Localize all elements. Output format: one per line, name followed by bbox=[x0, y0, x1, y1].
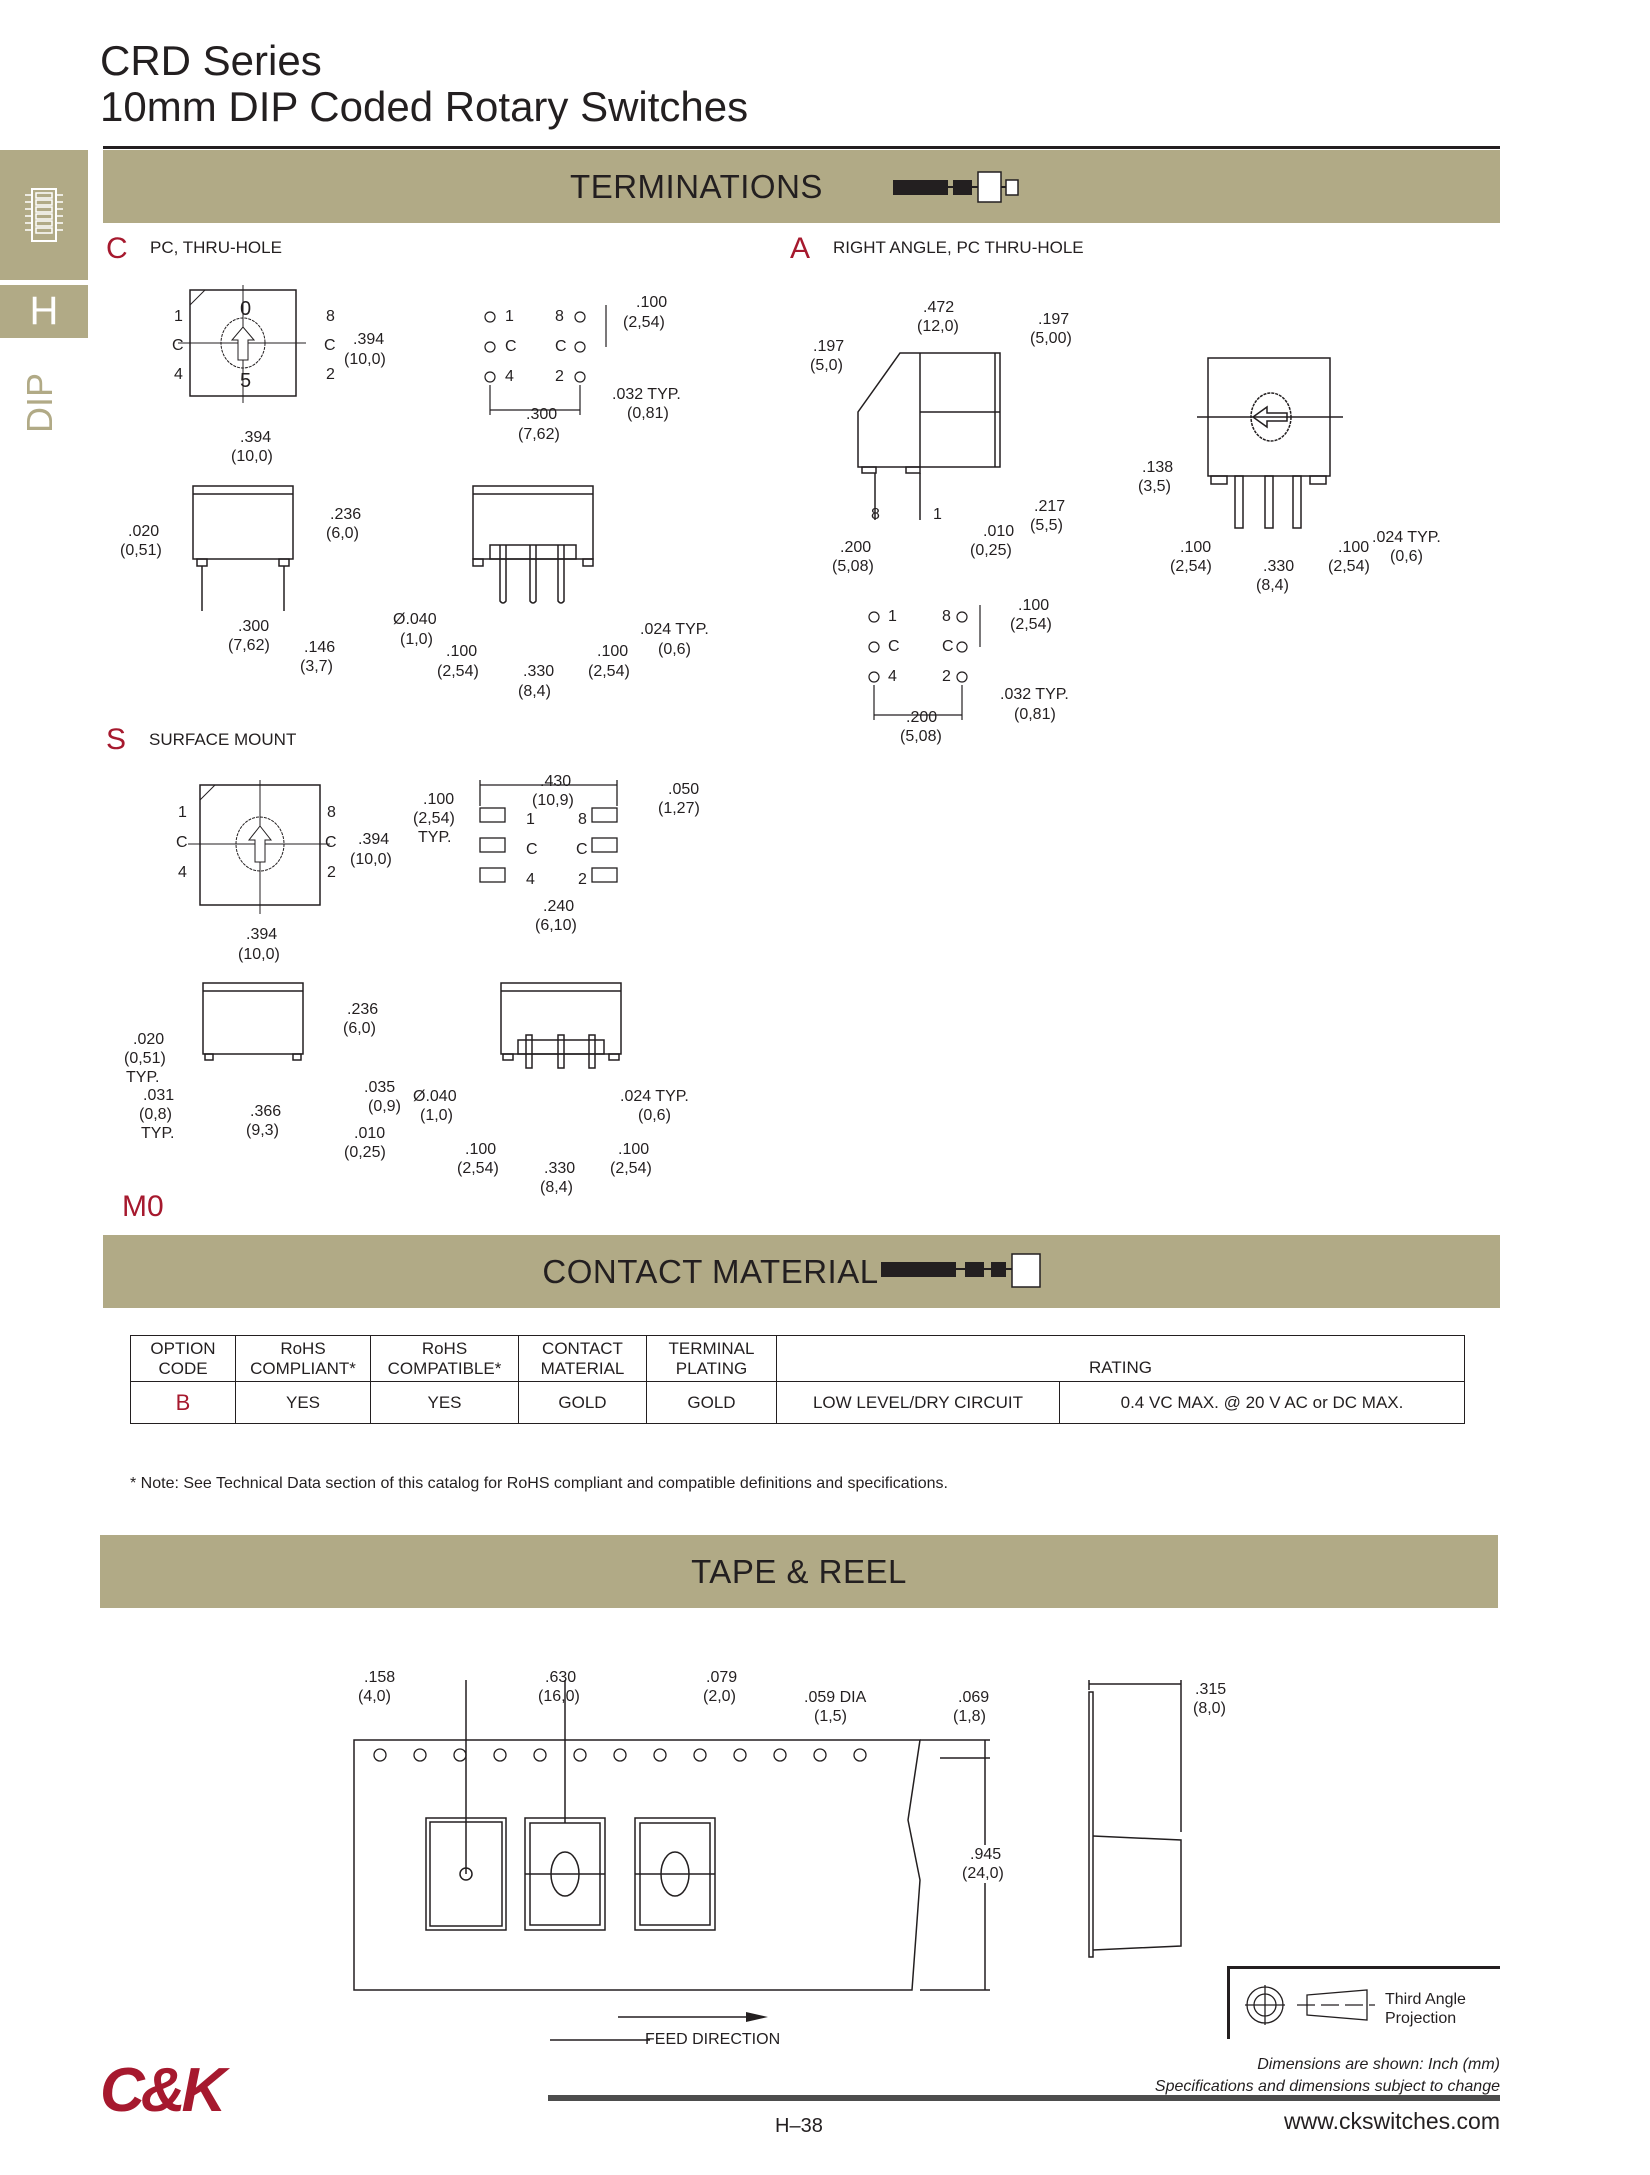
tr-hole-dia-mm: (1,5) bbox=[814, 1708, 847, 1725]
s-side-offset-mm: (0,25) bbox=[344, 1144, 386, 1161]
dial-digit: 0 bbox=[240, 298, 252, 320]
c-pin-label: 4 bbox=[174, 366, 183, 383]
s-front-view-drawing bbox=[498, 980, 628, 1080]
s-side-span-mm: (9,3) bbox=[246, 1122, 279, 1139]
c-fp-hole-in: .032 TYP. bbox=[612, 386, 681, 403]
a-front-width-in: .024 TYP. bbox=[1372, 529, 1441, 546]
s-side-foot-mm: (0,9) bbox=[368, 1098, 401, 1115]
c-pin-label: C bbox=[172, 337, 184, 354]
s-pin-label: C bbox=[325, 834, 337, 851]
c-side-standoff-mm: (0,51) bbox=[120, 542, 162, 559]
s-width-mm: (10,0) bbox=[238, 946, 280, 963]
s-side-lead-mm: (0,8) bbox=[139, 1106, 172, 1123]
col-option-code: OPTION CODE bbox=[131, 1336, 236, 1382]
header-rule bbox=[103, 146, 1500, 149]
feed-direction-arrow-icon bbox=[618, 2010, 778, 2024]
s-side-height-in: .236 bbox=[347, 1001, 379, 1018]
s-fp-pin: 2 bbox=[578, 871, 587, 888]
contact-option-code: M0 bbox=[122, 1190, 164, 1223]
s-height-mm: (10,0) bbox=[350, 851, 392, 868]
s-pin-label: 8 bbox=[327, 804, 336, 821]
a-front-width-mm: (0,6) bbox=[1390, 548, 1423, 565]
tr-hole-dia-in: .059 DIA bbox=[804, 1689, 867, 1706]
a-spacing-mm: (5,08) bbox=[832, 558, 874, 575]
a-front-view-drawing bbox=[1205, 355, 1335, 530]
ordering-code-icon bbox=[881, 1252, 1061, 1292]
c-side-spacing-mm: (7,62) bbox=[228, 637, 270, 654]
a-depth-mm: (12,0) bbox=[917, 318, 959, 335]
a-front-pitchl-mm: (2,54) bbox=[1170, 558, 1212, 575]
tr-depth-mm: (8,0) bbox=[1193, 1700, 1226, 1717]
tr-offset-mm: (2,0) bbox=[703, 1688, 736, 1705]
c-front-overall-in: .330 bbox=[523, 663, 555, 680]
c-side-view-drawing bbox=[190, 483, 330, 623]
s-front-overall-in: .330 bbox=[544, 1160, 576, 1177]
c-pin-label: 1 bbox=[174, 308, 183, 325]
a-top-mm: (5,00) bbox=[1030, 330, 1072, 347]
c-fp-hole-mm: (0,81) bbox=[627, 405, 669, 422]
c-width-in: .394 bbox=[240, 429, 272, 446]
c-fp-pitch-mm: (2,54) bbox=[623, 314, 665, 331]
s-fp-inner-in: .240 bbox=[543, 898, 575, 915]
c-front-pitchl-mm: (2,54) bbox=[437, 663, 479, 680]
s-side-standoff-in: .020 bbox=[133, 1031, 165, 1048]
a-side-view-drawing bbox=[850, 340, 1050, 530]
a-offset-in: .010 bbox=[983, 523, 1015, 540]
c-pin-label: 2 bbox=[326, 366, 335, 383]
s-front-dia-mm: (1,0) bbox=[420, 1107, 453, 1124]
c-pin-label: C bbox=[324, 337, 336, 354]
a-lower-in: .217 bbox=[1034, 498, 1066, 515]
a-chamfer-in: .197 bbox=[813, 338, 845, 355]
page-number: H–38 bbox=[775, 2115, 823, 2137]
cell-option-code: B bbox=[131, 1382, 236, 1424]
c-fp-pin: 2 bbox=[555, 368, 564, 385]
s-side-view-drawing bbox=[200, 980, 320, 1080]
c-pin-label: 8 bbox=[326, 308, 335, 325]
c-front-overall-mm: (8,4) bbox=[518, 683, 551, 700]
col-rohs-compatible: RoHS COMPATIBLE* bbox=[371, 1336, 519, 1382]
c-front-pitchr-mm: (2,54) bbox=[588, 663, 630, 680]
a-fp-pin: 8 bbox=[942, 608, 951, 625]
col-rating: RATING bbox=[777, 1336, 1465, 1382]
a-front-pitchl-in: .100 bbox=[1180, 539, 1212, 556]
c-fp-pin: C bbox=[555, 338, 567, 355]
tape-side-view-drawing bbox=[1085, 1680, 1205, 1980]
a-chamfer-mm: (5,0) bbox=[810, 357, 843, 374]
contact-material-banner bbox=[103, 1235, 1500, 1308]
a-front-overall-mm: (8,4) bbox=[1256, 577, 1289, 594]
cell-rohs-compatible: YES bbox=[371, 1382, 519, 1424]
tr-pocket-pitch-mm: (16,0) bbox=[538, 1688, 580, 1705]
s-side-lead-in: .031 bbox=[143, 1087, 175, 1104]
a-standoff-mm: (3,5) bbox=[1138, 478, 1171, 495]
s-fp-pad-in: .050 bbox=[668, 781, 700, 798]
s-fp-pitch-note: TYP. bbox=[418, 829, 452, 846]
s-fp-overall-in: .430 bbox=[540, 773, 572, 790]
c-side-spacing-in: .300 bbox=[238, 618, 270, 635]
tr-hole-pitch-mm: (4,0) bbox=[358, 1688, 391, 1705]
dial-digit: 5 bbox=[240, 370, 252, 392]
s-top-view-drawing bbox=[180, 780, 340, 920]
cell-terminal-plating: GOLD bbox=[647, 1382, 777, 1424]
s-front-overall-mm: (8,4) bbox=[540, 1179, 573, 1196]
s-side-standoff-mm: (0,51) bbox=[124, 1050, 166, 1067]
c-fp-row-in: .300 bbox=[526, 406, 558, 423]
col-rohs-compliant: RoHS COMPLIANT* bbox=[236, 1336, 371, 1382]
product-title: 10mm DIP Coded Rotary Switches bbox=[100, 83, 749, 130]
a-fp-pitch-in: .100 bbox=[1018, 597, 1050, 614]
logo-text: C&K bbox=[100, 2056, 223, 2125]
c-front-width-in: .024 TYP. bbox=[640, 621, 709, 638]
c-side-height-mm: (6,0) bbox=[326, 525, 359, 542]
s-side-offset-in: .010 bbox=[354, 1125, 386, 1142]
s-height-in: .394 bbox=[358, 831, 390, 848]
s-pin-label: 2 bbox=[327, 864, 336, 881]
a-pin-label: 8 bbox=[871, 506, 880, 523]
c-top-view-drawing bbox=[170, 285, 430, 445]
a-top-in: .197 bbox=[1038, 311, 1070, 328]
s-fp-pitch-mm: (2,54) bbox=[413, 810, 455, 827]
option-label-a: RIGHT ANGLE, PC THRU-HOLE bbox=[833, 238, 1084, 257]
a-front-overall-in: .330 bbox=[1263, 558, 1295, 575]
a-front-pitchr-mm: (2,54) bbox=[1328, 558, 1370, 575]
a-fp-pin: 2 bbox=[942, 668, 951, 685]
rohs-note: * Note: See Technical Data section of this catalog for RoHS compliant and compatible definitions and specifications. bbox=[130, 1475, 948, 1492]
s-side-foot-in: .035 bbox=[364, 1079, 396, 1096]
a-fp-row-mm: (5,08) bbox=[900, 728, 942, 745]
s-side-lead-note: TYP. bbox=[141, 1125, 175, 1142]
s-fp-pin: C bbox=[526, 841, 538, 858]
cell-rohs-compliant: YES bbox=[236, 1382, 371, 1424]
a-depth-in: .472 bbox=[923, 299, 955, 316]
a-footprint-drawing bbox=[862, 605, 992, 725]
a-spacing-in: .200 bbox=[840, 539, 872, 556]
cell-contact-material: GOLD bbox=[519, 1382, 647, 1424]
c-fp-pin: 1 bbox=[505, 308, 514, 325]
option-code-c: C bbox=[106, 232, 128, 265]
tr-edge-in: .069 bbox=[958, 1689, 990, 1706]
a-fp-pin: 1 bbox=[888, 608, 897, 625]
tr-edge-mm: (1,8) bbox=[953, 1708, 986, 1725]
c-side-pinlen-mm: (3,7) bbox=[300, 658, 333, 675]
table-header-row bbox=[131, 1336, 1465, 1382]
s-pin-label: C bbox=[176, 834, 188, 851]
footer-rule bbox=[548, 2095, 1500, 2101]
col-terminal-plating: TERMINAL PLATING bbox=[647, 1336, 777, 1382]
projection-line1: Third Angle bbox=[1385, 1991, 1466, 2008]
c-fp-pitch-in: .100 bbox=[636, 294, 668, 311]
s-side-height-mm: (6,0) bbox=[343, 1020, 376, 1037]
c-height-mm: (10,0) bbox=[344, 351, 386, 368]
change-note: Specifications and dimensions subject to change bbox=[1154, 2078, 1500, 2095]
ck-logo bbox=[100, 2055, 222, 2126]
s-width-in: .394 bbox=[246, 926, 278, 943]
projection-label bbox=[1385, 1990, 1466, 2028]
s-fp-pin: 4 bbox=[526, 871, 535, 888]
website-link[interactable]: www.ckswitches.com bbox=[1284, 2108, 1500, 2134]
dip-switch-icon bbox=[22, 187, 66, 243]
cell-rating-type: LOW LEVEL/DRY CIRCUIT bbox=[777, 1382, 1060, 1424]
c-front-pitchl-in: .100 bbox=[446, 643, 478, 660]
s-fp-pad-mm: (1,27) bbox=[658, 800, 700, 817]
option-label-s: SURFACE MOUNT bbox=[149, 730, 297, 749]
side-tab-dip-label: DIP bbox=[19, 372, 61, 434]
option-code-s: S bbox=[106, 723, 127, 756]
tape-reel-banner bbox=[100, 1535, 1498, 1608]
side-tab-icon-box bbox=[0, 150, 88, 280]
c-height-in: .394 bbox=[353, 331, 385, 348]
c-front-dia-mm: (1,0) bbox=[400, 631, 433, 648]
table-row bbox=[131, 1382, 1465, 1424]
a-lower-mm: (5,5) bbox=[1030, 517, 1063, 534]
a-fp-hole-mm: (0,81) bbox=[1014, 706, 1056, 723]
terminations-title: TERMINATIONS bbox=[570, 167, 823, 205]
s-pin-label: 4 bbox=[178, 864, 187, 881]
s-pin-label: 1 bbox=[178, 804, 187, 821]
c-fp-pin: C bbox=[505, 338, 517, 355]
terminations-banner bbox=[103, 150, 1500, 223]
c-side-standoff-in: .020 bbox=[128, 523, 160, 540]
s-front-width-in: .024 TYP. bbox=[620, 1088, 689, 1105]
s-fp-pin: C bbox=[576, 841, 588, 858]
c-width-mm: (10,0) bbox=[231, 448, 273, 465]
c-side-height-in: .236 bbox=[330, 506, 362, 523]
c-side-pinlen-in: .146 bbox=[304, 639, 336, 656]
c-front-width-mm: (0,6) bbox=[658, 641, 691, 658]
c-fp-pin: 4 bbox=[505, 368, 514, 385]
s-front-width-mm: (0,6) bbox=[638, 1107, 671, 1124]
c-fp-pin: 8 bbox=[555, 308, 564, 325]
option-code-a: A bbox=[790, 232, 811, 265]
s-front-dia-in: Ø.040 bbox=[413, 1088, 457, 1105]
s-fp-pitch-in: .100 bbox=[423, 791, 455, 808]
side-tab-section-letter: H bbox=[0, 285, 88, 338]
a-fp-pin: 4 bbox=[888, 668, 897, 685]
s-fp-overall-mm: (10,9) bbox=[532, 792, 574, 809]
col-contact-material: CONTACT MATERIAL bbox=[519, 1336, 647, 1382]
s-front-pitchr-in: .100 bbox=[618, 1141, 650, 1158]
c-fp-row-mm: (7,62) bbox=[518, 426, 560, 443]
a-pin-label: 1 bbox=[933, 506, 942, 523]
a-offset-mm: (0,25) bbox=[970, 542, 1012, 559]
tr-width-in: .945 bbox=[970, 1846, 1002, 1863]
c-front-view-drawing bbox=[470, 483, 610, 613]
s-front-pitchl-mm: (2,54) bbox=[457, 1160, 499, 1177]
ordering-code-icon bbox=[893, 167, 1073, 207]
s-front-pitchr-mm: (2,54) bbox=[610, 1160, 652, 1177]
third-angle-projection-icon bbox=[1245, 1985, 1375, 2025]
a-front-pitchr-in: .100 bbox=[1338, 539, 1370, 556]
a-fp-hole-in: .032 TYP. bbox=[1000, 686, 1069, 703]
side-tab-section-name bbox=[19, 360, 66, 440]
s-fp-inner-mm: (6,10) bbox=[535, 917, 577, 934]
cell-rating-value: 0.4 VC MAX. @ 20 V AC or DC MAX. bbox=[1060, 1382, 1465, 1424]
contact-material-table bbox=[130, 1335, 1465, 1424]
c-front-pitchr-in: .100 bbox=[597, 643, 629, 660]
a-fp-pitch-mm: (2,54) bbox=[1010, 616, 1052, 633]
a-fp-pin: C bbox=[942, 638, 954, 655]
a-fp-row-in: .200 bbox=[906, 709, 938, 726]
s-fp-pin: 1 bbox=[526, 811, 535, 828]
series-title: CRD Series bbox=[100, 37, 322, 84]
tr-hole-pitch-in: .158 bbox=[364, 1669, 396, 1686]
s-fp-pin: 8 bbox=[578, 811, 587, 828]
option-label-c: PC, THRU-HOLE bbox=[150, 238, 282, 257]
a-fp-pin: C bbox=[888, 638, 900, 655]
dimensions-note: Dimensions are shown: Inch (mm) bbox=[1257, 2056, 1500, 2073]
s-side-standoff-note: TYP. bbox=[126, 1069, 160, 1086]
feed-direction-label: FEED DIRECTION bbox=[645, 2031, 781, 2048]
a-standoff-in: .138 bbox=[1142, 459, 1174, 476]
s-side-span-in: .366 bbox=[250, 1103, 282, 1120]
tr-depth-in: .315 bbox=[1195, 1681, 1227, 1698]
tape-reel-drawing bbox=[350, 1680, 1130, 2010]
s-front-pitchl-in: .100 bbox=[465, 1141, 497, 1158]
projection-line2: Projection bbox=[1385, 2010, 1457, 2027]
contact-material-title: CONTACT MATERIAL bbox=[542, 1252, 879, 1290]
tape-reel-title: TAPE & REEL bbox=[691, 1552, 907, 1590]
tr-offset-in: .079 bbox=[706, 1669, 738, 1686]
tr-width-mm: (24,0) bbox=[962, 1865, 1004, 1882]
c-front-dia-in: Ø.040 bbox=[393, 611, 437, 628]
tr-pocket-pitch-in: .630 bbox=[545, 1669, 577, 1686]
